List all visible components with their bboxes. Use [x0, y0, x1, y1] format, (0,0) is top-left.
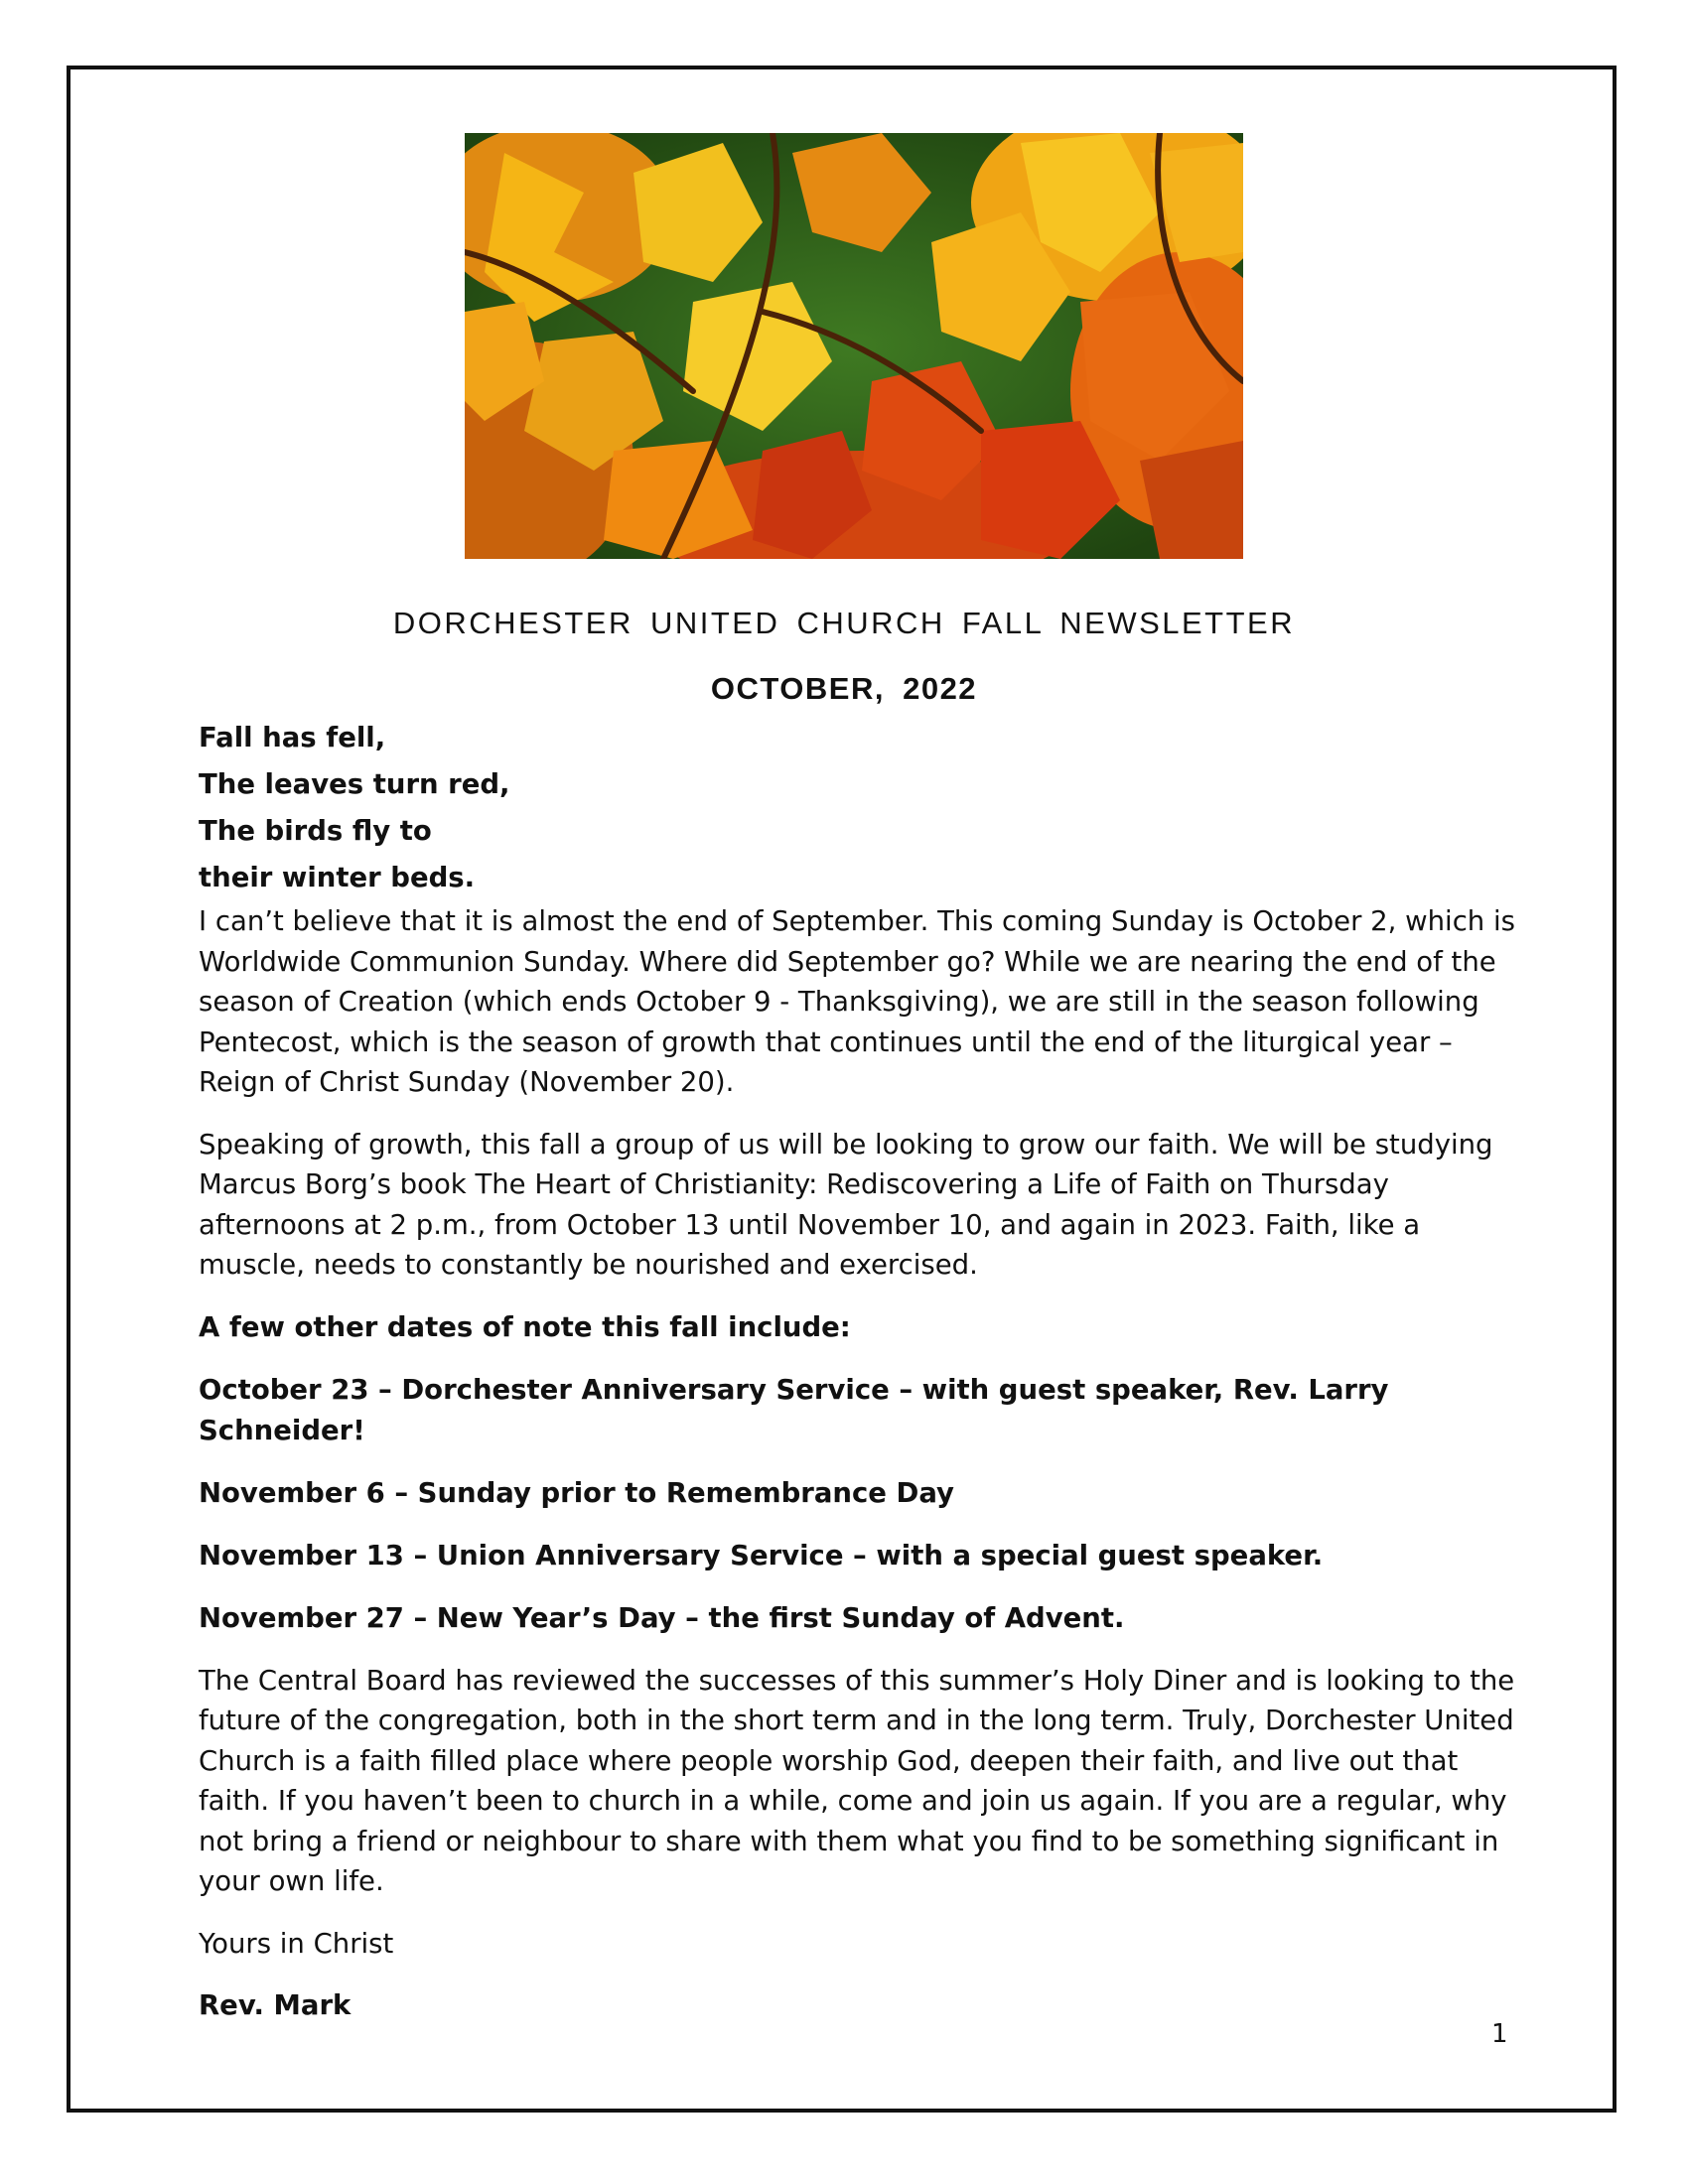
newsletter-body [199, 715, 1519, 2048]
intro-paragraph: I can’t believe that it is almost the end of September. This coming Sunday is October 2, which is Worldwide Communion Sunday. Where did September go? While we are nearing the end of the season of Creation (which ends October 9 - Thanksgiving), we are still in the season following Pentecost, which is the season of growth that continues until the end of the liturgical year – Reign of Christ Sunday (November 20). [199, 905, 1515, 1098]
newsletter-title: DORCHESTER UNITED CHURCH FALL NEWSLETTER [392, 606, 1296, 640]
event-item: November 13 – Union Anniversary Service – with a special guest speaker. [199, 1539, 1324, 1571]
poem [199, 715, 1519, 901]
poem-line: their winter beds. [199, 862, 476, 893]
poem-line: The birds fly to [199, 815, 432, 847]
signature: Rev. Mark [199, 1989, 352, 2021]
poem-line: The leaves turn red, [199, 768, 510, 800]
page-number: 1 [1491, 2019, 1508, 2049]
event-item: October 23 – Dorchester Anniversary Service – with guest speaker, Rev. Larry Schneider! [199, 1373, 1389, 1446]
study-paragraph: Speaking of growth, this fall a group of us will be looking to grow our faith. We will be studying Marcus Borg’s book The Heart of Christianity: Rediscovering a Life of Faith on Thursday afternoons at 2 p.m., from October 13 until November 10, and again in 2023. Faith, like a muscle, needs to constantly be nourished and exercised. [199, 1128, 1493, 1281]
closing-paragraph: The Central Board has reviewed the successes of this summer’s Holy Diner and is looking to the future of the congregation, both in the short term and in the long term. Truly, Dorchester United Church is a faith filled place where people worship God, deepen their faith, and live out that faith. If you haven’t been to church in a while, come and join us again. If you are a regular, why not bring a friend or neighbour to share with them what you find to be something significant in your own life. [199, 1664, 1515, 1897]
event-item: November 27 – New Year’s Day – the first Sunday of Advent. [199, 1601, 1125, 1634]
signoff: Yours in Christ [199, 1927, 394, 1960]
poem-line: Fall has fell, [199, 722, 386, 753]
dates-intro: A few other dates of note this fall include: [199, 1310, 851, 1343]
autumn-leaves-photo [465, 133, 1243, 559]
newsletter-date: OCTOBER, 2022 [710, 671, 978, 706]
event-item: November 6 – Sunday prior to Remembrance Day [199, 1476, 954, 1509]
